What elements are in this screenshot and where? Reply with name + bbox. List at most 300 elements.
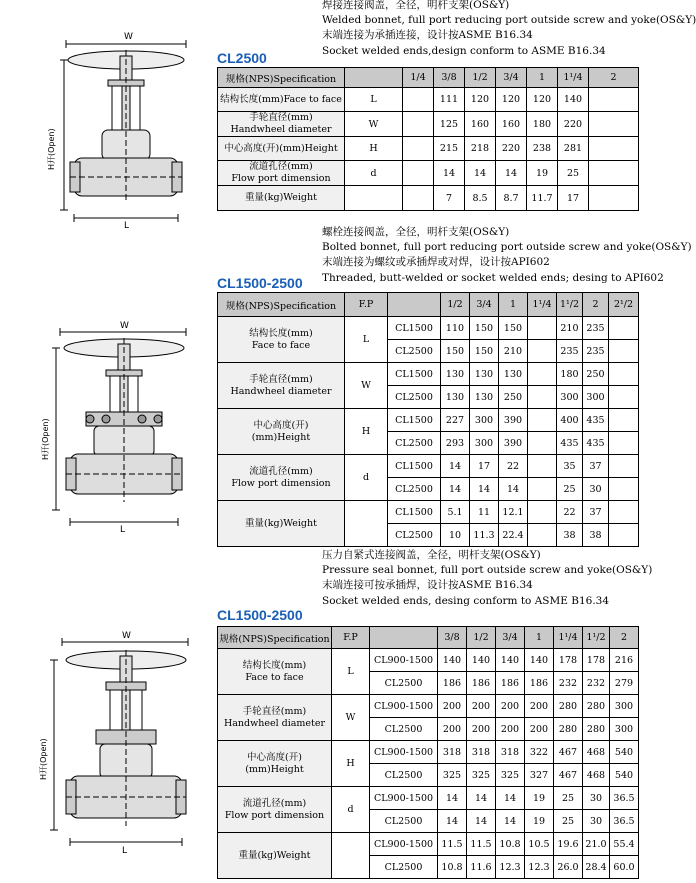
value-cell: 130 (441, 386, 470, 409)
value-cell: 250 (583, 363, 609, 386)
value-cell (528, 524, 557, 547)
value-cell: 300 (610, 718, 639, 741)
header-cell: 3/4 (470, 293, 499, 317)
value-cell: 30 (583, 810, 610, 833)
table-row (218, 137, 639, 161)
row-label: 流道孔径(mm) Flow port dimension (218, 161, 345, 186)
value-cell: 435 (583, 432, 609, 455)
value-cell: 14 (467, 810, 496, 833)
value-cell: 235 (583, 340, 609, 363)
value-cell: 235 (583, 317, 609, 340)
value-cell: 467 (554, 764, 583, 787)
header-cell: 规格(NPS)Specification (218, 68, 345, 88)
table-row (218, 112, 639, 137)
desc-line: 末端连接为承插连接，设计按ASME B16.34 (322, 29, 533, 42)
desc-line: Pressure seal bonnet, full port outside screw and yoke(OS&Y) (322, 564, 653, 577)
header-cell: 3/4 (496, 68, 527, 88)
value-cell: 435 (557, 432, 583, 455)
row-label: 结构长度(mm)Face to face (218, 88, 345, 112)
value-cell (589, 137, 639, 161)
value-cell: 38 (557, 524, 583, 547)
symbol-cell: H (345, 137, 403, 161)
value-cell (589, 88, 639, 112)
class-cell: CL1500 (388, 455, 441, 478)
section2-title: CL1500-2500 (217, 275, 303, 291)
symbol-cell (345, 501, 388, 547)
value-cell (528, 455, 557, 478)
table-row (218, 455, 639, 478)
value-cell: 150 (470, 340, 499, 363)
header-cell: 3/8 (438, 627, 467, 649)
desc-line: Socket welded ends, desing conform to ASME B16.34 (322, 594, 610, 607)
value-cell: 220 (558, 112, 589, 137)
value-cell: 325 (467, 764, 496, 787)
value-cell (609, 455, 639, 478)
value-cell (589, 161, 639, 186)
value-cell: 12.3 (496, 856, 525, 879)
value-cell: 25 (554, 787, 583, 810)
value-cell: 467 (554, 741, 583, 764)
desc-line: Socket welded ends,design conform to ASME B16.34 (322, 44, 606, 57)
value-cell: 7 (434, 186, 465, 211)
value-cell: 130 (441, 363, 470, 386)
drawing-label-h: H开(Open) (47, 128, 56, 170)
value-cell: 435 (583, 409, 609, 432)
value-cell: 300 (557, 386, 583, 409)
symbol-cell: W (332, 695, 370, 741)
symbol-cell: H (345, 409, 388, 455)
desc-line: Bolted bonnet, full port reducing port outside screw and yoke(OS&Y) (322, 241, 692, 254)
class-cell: CL2500 (370, 764, 438, 787)
value-cell: 280 (554, 718, 583, 741)
table-row (218, 649, 639, 672)
value-cell (528, 478, 557, 501)
value-cell: 200 (496, 695, 525, 718)
class-cell: CL2500 (388, 386, 441, 409)
value-cell: 14 (499, 478, 528, 501)
value-cell (609, 340, 639, 363)
row-label: 重量(kg)Weight (218, 833, 332, 879)
row-label: 中心高度(开) (mm)Height (218, 409, 345, 455)
value-cell: 186 (438, 672, 467, 695)
value-cell: 17 (470, 455, 499, 478)
class-cell: CL1500 (388, 409, 441, 432)
row-label: 结构长度(mm) Face to face (218, 649, 332, 695)
symbol-cell (332, 833, 370, 879)
table-header-row (218, 293, 639, 317)
drawing-label-h: H开(Open) (39, 738, 48, 780)
class-cell: CL2500 (388, 524, 441, 547)
value-cell (609, 478, 639, 501)
class-cell: CL900-1500 (370, 833, 438, 856)
table-header-row (218, 68, 639, 88)
table-row (218, 833, 639, 856)
header-cell: 1 (499, 293, 528, 317)
value-cell: 110 (441, 317, 470, 340)
value-cell: 400 (557, 409, 583, 432)
row-label: 重量(kg)Weight (218, 501, 345, 547)
value-cell (528, 340, 557, 363)
value-cell: 14 (438, 810, 467, 833)
table-row (218, 186, 639, 211)
value-cell: 12.1 (499, 501, 528, 524)
drawing-label-l: L (120, 525, 126, 535)
valve-drawing-pressure-seal-bonnet (40, 630, 210, 855)
row-label: 流道孔径(mm) Flow port dimension (218, 787, 332, 833)
value-cell: 12.3 (525, 856, 554, 879)
value-cell: 200 (467, 718, 496, 741)
header-cell: F.P (332, 627, 370, 649)
header-cell: 1/2 (441, 293, 470, 317)
symbol-cell: L (345, 88, 403, 112)
value-cell: 14 (496, 787, 525, 810)
value-cell: 36.5 (610, 787, 639, 810)
header-cell: 1/2 (465, 68, 496, 88)
header-cell: 2 (583, 293, 609, 317)
header-cell: 2 (589, 68, 639, 88)
spec-table-cl1500-2500-pressure-seal (217, 626, 639, 879)
value-cell: 11.6 (467, 856, 496, 879)
value-cell: 17 (558, 186, 589, 211)
value-cell: 200 (496, 718, 525, 741)
value-cell: 125 (434, 112, 465, 137)
class-cell: CL900-1500 (370, 649, 438, 672)
drawing-label-w: W (122, 631, 131, 641)
symbol-cell: d (332, 787, 370, 833)
value-cell: 14 (496, 810, 525, 833)
value-cell: 11.3 (470, 524, 499, 547)
class-cell: CL2500 (370, 810, 438, 833)
value-cell: 325 (496, 764, 525, 787)
class-cell: CL1500 (388, 501, 441, 524)
value-cell: 10 (441, 524, 470, 547)
desc-line: Welded bonnet, full port reducing port outside screw and yoke(OS&Y) (322, 14, 696, 27)
value-cell: 140 (558, 88, 589, 112)
value-cell: 28.4 (583, 856, 610, 879)
table-row (218, 161, 639, 186)
value-cell: 227 (441, 409, 470, 432)
value-cell (589, 112, 639, 137)
value-cell (528, 409, 557, 432)
section3-body (218, 649, 639, 879)
row-label: 结构长度(mm) Face to face (218, 317, 345, 363)
section1-title: CL2500 (217, 50, 267, 66)
section2-description (322, 225, 692, 286)
class-cell: CL2500 (370, 672, 438, 695)
value-cell (403, 186, 434, 211)
value-cell: 19 (527, 161, 558, 186)
value-cell: 130 (499, 363, 528, 386)
value-cell: 235 (557, 340, 583, 363)
table-row (218, 88, 639, 112)
header-cell: 1 (525, 627, 554, 649)
value-cell: 200 (438, 718, 467, 741)
row-label: 流道孔径(mm) Flow port dimension (218, 455, 345, 501)
value-cell: 14 (438, 787, 467, 810)
value-cell: 281 (558, 137, 589, 161)
value-cell: 150 (499, 317, 528, 340)
header-cell: F.P (345, 293, 388, 317)
value-cell: 14 (465, 161, 496, 186)
section3-title: CL1500-2500 (217, 607, 303, 623)
desc-line: 螺栓连接阀盖，全径，明杆支架(OS&Y) (322, 226, 510, 238)
value-cell (609, 432, 639, 455)
value-cell: 22 (557, 501, 583, 524)
table-row (218, 409, 639, 432)
value-cell: 238 (527, 137, 558, 161)
value-cell: 19 (525, 810, 554, 833)
value-cell: 200 (525, 718, 554, 741)
row-label: 中心高度(开)(mm)Height (218, 137, 345, 161)
value-cell (609, 317, 639, 340)
value-cell: 318 (467, 741, 496, 764)
value-cell: 120 (465, 88, 496, 112)
value-cell: 11.5 (467, 833, 496, 856)
value-cell: 11.7 (527, 186, 558, 211)
class-cell: CL1500 (388, 363, 441, 386)
drawing-label-w: W (120, 321, 129, 331)
value-cell: 5.1 (441, 501, 470, 524)
table-row (218, 695, 639, 718)
table-header-row (218, 627, 639, 649)
header-cell: 规格(NPS)Specification (218, 293, 345, 317)
value-cell: 140 (525, 649, 554, 672)
value-cell (528, 432, 557, 455)
value-cell: 10.5 (525, 833, 554, 856)
drawing-label-l: L (124, 221, 130, 231)
value-cell: 300 (470, 409, 499, 432)
value-cell: 60.0 (610, 856, 639, 879)
value-cell: 390 (499, 432, 528, 455)
value-cell: 14 (470, 478, 499, 501)
desc-line: 末端连接可按承插焊，设计按ASME B16.34 (322, 579, 533, 592)
value-cell: 322 (525, 741, 554, 764)
value-cell: 30 (583, 787, 610, 810)
value-cell: 468 (583, 741, 610, 764)
row-label: 手轮直径(mm) Handwheel diameter (218, 112, 345, 137)
section1-description (322, 0, 696, 59)
header-cell: 1¹/4 (558, 68, 589, 88)
value-cell: 22 (499, 455, 528, 478)
value-cell (609, 409, 639, 432)
value-cell: 14 (441, 478, 470, 501)
value-cell: 30 (583, 478, 609, 501)
value-cell: 468 (583, 764, 610, 787)
symbol-cell: d (345, 455, 388, 501)
value-cell (609, 501, 639, 524)
value-cell: 130 (470, 386, 499, 409)
symbol-cell: W (345, 363, 388, 409)
symbol-cell: W (345, 112, 403, 137)
header-cell (345, 68, 403, 88)
value-cell: 35 (557, 455, 583, 478)
value-cell: 130 (470, 363, 499, 386)
class-cell: CL2500 (388, 340, 441, 363)
value-cell: 38 (583, 524, 609, 547)
value-cell: 186 (525, 672, 554, 695)
value-cell (528, 501, 557, 524)
value-cell: 218 (465, 137, 496, 161)
value-cell: 14 (496, 161, 527, 186)
value-cell: 178 (583, 649, 610, 672)
value-cell: 280 (554, 695, 583, 718)
value-cell: 390 (499, 409, 528, 432)
symbol-cell: d (345, 161, 403, 186)
value-cell (403, 112, 434, 137)
header-cell: 3/8 (434, 68, 465, 88)
value-cell: 279 (610, 672, 639, 695)
value-cell: 178 (554, 649, 583, 672)
class-cell: CL2500 (370, 718, 438, 741)
value-cell (609, 386, 639, 409)
desc-line: 末端连接为螺纹或承插焊或对焊，设计按API602 (322, 256, 550, 269)
value-cell (403, 137, 434, 161)
value-cell: 200 (525, 695, 554, 718)
value-cell: 140 (496, 649, 525, 672)
value-cell (609, 363, 639, 386)
value-cell: 25 (557, 478, 583, 501)
table-row (218, 787, 639, 810)
header-cell: 2¹/2 (609, 293, 639, 317)
table-row (218, 501, 639, 524)
value-cell: 25 (554, 810, 583, 833)
value-cell: 36.5 (610, 810, 639, 833)
symbol-cell (345, 186, 403, 211)
class-cell: CL900-1500 (370, 741, 438, 764)
value-cell: 215 (434, 137, 465, 161)
value-cell: 280 (583, 695, 610, 718)
desc-line: 焊接连接阀盖，全径，明杆支架(OS&Y) (322, 0, 510, 11)
header-cell: 1¹/4 (528, 293, 557, 317)
value-cell: 540 (610, 741, 639, 764)
header-cell: 1/4 (403, 68, 434, 88)
header-cell: 1¹/4 (554, 627, 583, 649)
spec-table-cl2500 (217, 67, 639, 211)
value-cell: 19.6 (554, 833, 583, 856)
value-cell: 8.5 (465, 186, 496, 211)
valve-drawing-welded-bonnet (40, 30, 210, 230)
value-cell: 200 (438, 695, 467, 718)
class-cell: CL2500 (388, 432, 441, 455)
symbol-cell: H (332, 741, 370, 787)
value-cell: 160 (465, 112, 496, 137)
row-label: 手轮直径(mm) Handwheel diameter (218, 363, 345, 409)
header-cell (370, 627, 438, 649)
value-cell: 22.4 (499, 524, 528, 547)
table-row (218, 363, 639, 386)
value-cell: 14 (441, 455, 470, 478)
value-cell: 37 (583, 501, 609, 524)
table-row (218, 317, 639, 340)
spec-table-cl1500-2500-bolted (217, 292, 639, 547)
value-cell: 180 (527, 112, 558, 137)
value-cell: 318 (438, 741, 467, 764)
drawing-label-h: H开(Open) (41, 418, 50, 460)
value-cell: 14 (434, 161, 465, 186)
value-cell: 232 (554, 672, 583, 695)
value-cell: 325 (438, 764, 467, 787)
value-cell: 140 (438, 649, 467, 672)
symbol-cell: L (332, 649, 370, 695)
value-cell: 200 (467, 695, 496, 718)
value-cell: 220 (496, 137, 527, 161)
value-cell: 120 (496, 88, 527, 112)
class-cell: CL2500 (370, 856, 438, 879)
value-cell: 10.8 (438, 856, 467, 879)
value-cell (528, 363, 557, 386)
value-cell: 300 (610, 695, 639, 718)
drawing-label-l: L (122, 846, 128, 856)
value-cell: 26.0 (554, 856, 583, 879)
row-label: 手轮直径(mm) Handwheel diameter (218, 695, 332, 741)
value-cell: 111 (434, 88, 465, 112)
value-cell: 300 (583, 386, 609, 409)
value-cell: 8.7 (496, 186, 527, 211)
value-cell: 10.8 (496, 833, 525, 856)
class-cell: CL900-1500 (370, 787, 438, 810)
value-cell: 19 (525, 787, 554, 810)
header-cell: 1/2 (467, 627, 496, 649)
value-cell: 210 (499, 340, 528, 363)
value-cell: 37 (583, 455, 609, 478)
value-cell: 540 (610, 764, 639, 787)
header-cell: 1 (527, 68, 558, 88)
drawing-label-w: W (124, 32, 133, 42)
value-cell: 327 (525, 764, 554, 787)
section3-description (322, 548, 652, 609)
header-cell: 1¹/2 (557, 293, 583, 317)
class-cell: CL2500 (388, 478, 441, 501)
header-cell: 2 (610, 627, 639, 649)
value-cell: 150 (470, 317, 499, 340)
class-cell: CL900-1500 (370, 695, 438, 718)
value-cell: 120 (527, 88, 558, 112)
valve-drawing-bolted-bonnet (40, 320, 210, 535)
value-cell: 186 (496, 672, 525, 695)
value-cell (403, 88, 434, 112)
desc-line: 压力自紧式连接阀盖，全径，明杆支架(OS&Y) (322, 549, 541, 561)
row-label: 重量(kg)Weight (218, 186, 345, 211)
value-cell (403, 161, 434, 186)
class-cell: CL1500 (388, 317, 441, 340)
value-cell: 280 (583, 718, 610, 741)
row-label: 中心高度(开) (mm)Height (218, 741, 332, 787)
value-cell: 180 (557, 363, 583, 386)
value-cell: 186 (467, 672, 496, 695)
value-cell: 318 (496, 741, 525, 764)
table-row (218, 741, 639, 764)
value-cell: 250 (499, 386, 528, 409)
value-cell (609, 524, 639, 547)
value-cell: 293 (441, 432, 470, 455)
header-cell (388, 293, 441, 317)
value-cell: 150 (441, 340, 470, 363)
value-cell: 210 (557, 317, 583, 340)
value-cell: 55.4 (610, 833, 639, 856)
value-cell: 140 (467, 649, 496, 672)
value-cell: 300 (470, 432, 499, 455)
value-cell: 14 (467, 787, 496, 810)
value-cell: 216 (610, 649, 639, 672)
desc-line: Threaded, butt-welded or socket welded ends; desing to API602 (322, 271, 664, 284)
value-cell: 25 (558, 161, 589, 186)
value-cell: 11.5 (438, 833, 467, 856)
value-cell: 21.0 (583, 833, 610, 856)
value-cell (528, 317, 557, 340)
value-cell (528, 386, 557, 409)
value-cell: 232 (583, 672, 610, 695)
section2-body (218, 317, 639, 547)
